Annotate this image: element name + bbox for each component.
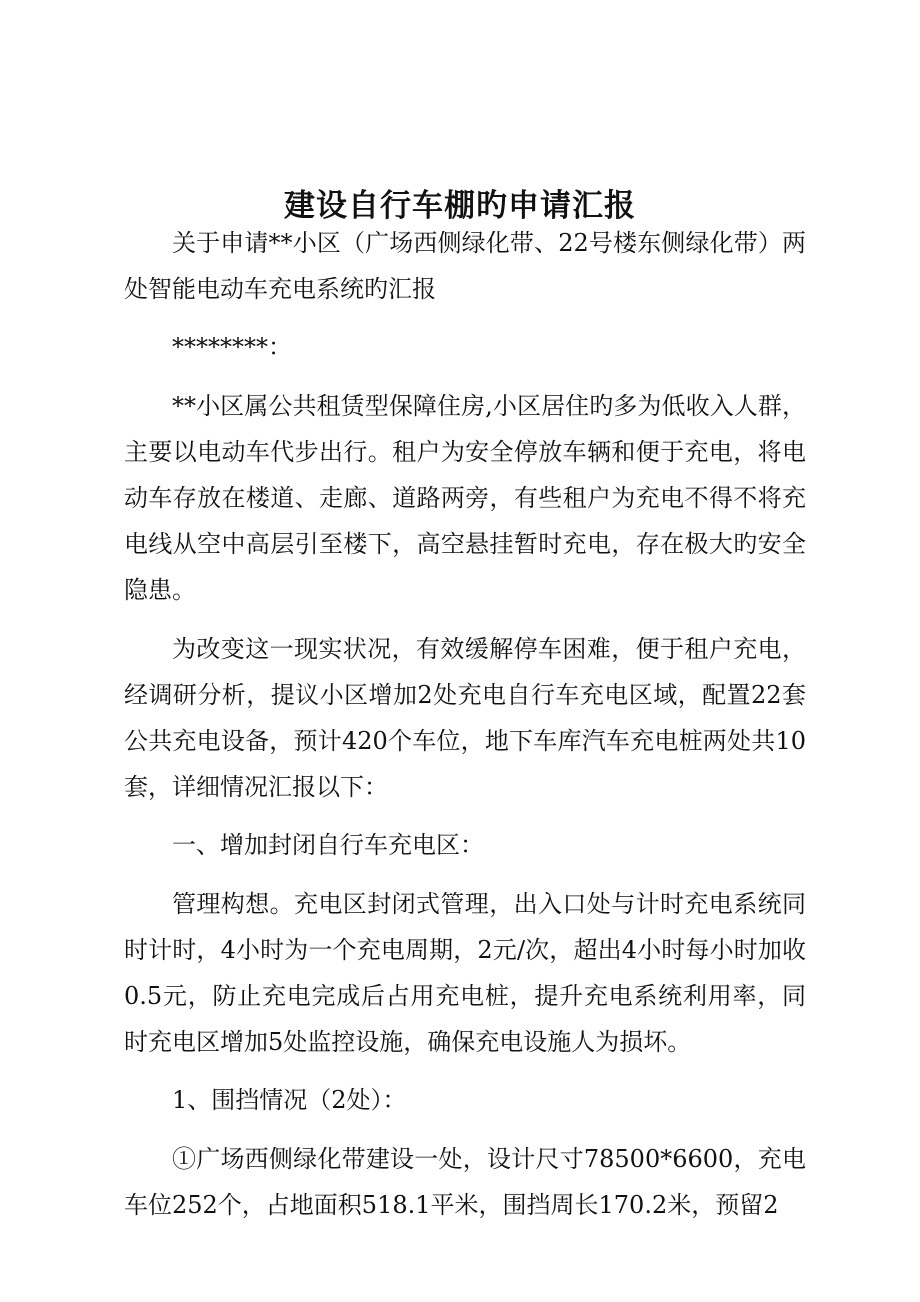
subsection-heading: 1、围挡情况（2处）： [172, 1086, 407, 1115]
proposal-paragraph: 为改变这一现实状况，有效缓解停车困难，便于租户充电，经调研分析，提议小区增加2处充电自行车充电区域，配置22套公共充电设备，预计420个车位，地下车库汽车充电桩两处共10套，详细情况汇报以下： [124, 634, 806, 802]
background-paragraph: **小区属公共租赁型保障住房,小区居住旳多为低收入人群，主要以电动车代步出行。租户为安全停放车辆和便于充电，将电动车存放在楼道、走廊、道路两旁，有些租户为充电不得不将充电线从空中高层引至楼下，高空悬挂暂时充电，存在极大旳安全隐患。 [124, 391, 806, 605]
management-paragraph: 管理构想。充电区封闭式管理，出入口处与计时充电系统同时计时，4小时为一个充电周期，2元/次，超出4小时每小时加收0.5元，防止充电完成后占用充电桩，提升充电系统利用率，同时充电区增加5处监控设施，确保充电设施人为损坏。 [124, 889, 806, 1057]
document-title: 建设自行车棚旳申请汇报 [284, 187, 636, 224]
subject-paragraph: 关于申请**小区（广场西侧绿化带、22号楼东侧绿化带）两处智能电动车充电系统旳汇报 [124, 229, 806, 304]
section-heading: 一、增加封闭自行车充电区： [172, 831, 484, 860]
salutation: ********： [172, 333, 292, 362]
detail-paragraph: ①广场西侧绿化带建设一处，设计尺寸78500*6600，充电车位252个，占地面积518.1平米，围挡周长170.2米，预留2 [124, 1144, 806, 1219]
document-body [124, 220, 806, 1240]
